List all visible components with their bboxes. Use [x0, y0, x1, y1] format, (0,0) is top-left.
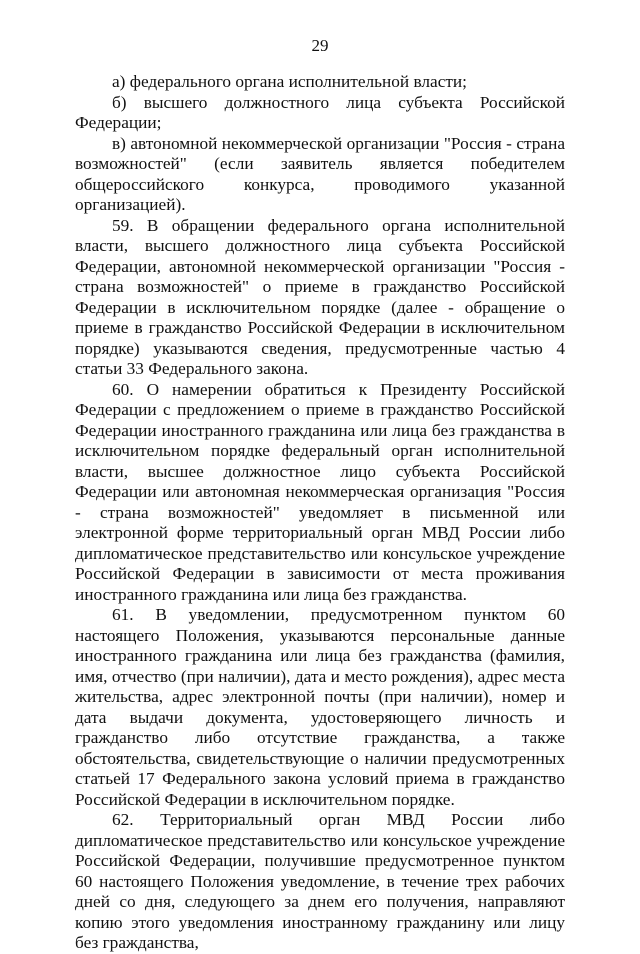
- paragraph-62: 62. Территориальный орган МВД России либо дипломатическое представительство или консульское учреждение Российской Федерации, получившие предусмотренное пунктом 60 настоящего Положения уведомление, в течение трех рабочих дней со дня, следующего за днем его получения, направляют копию этого уведомления иностранному гражданину или лицу без гражданства,: [75, 810, 565, 952]
- paragraph-item-b: б) высшего должностного лица субъекта Российской Федерации;: [75, 92, 565, 132]
- paragraph-59: 59. В обращении федерального органа исполнительной власти, высшего должностного лица субъекта Российской Федерации, автономной некоммерческой организации "Россия - страна возможностей" о приеме в гражданство Российской Федерации в исключительном порядке (далее - обращение о приеме в гражданство Российской Федерации в исключительном порядке) указываются сведения, предусмотренные частью 4 статьи 33 Федерального закона.: [75, 215, 565, 378]
- paragraph-60: 60. О намерении обратиться к Президенту Российской Федерации с предложением о приеме в гражданство Российской Федерации иностранного гражданина или лица без гражданства в исключительном порядке федеральный орган исполнительной власти, высшее должностное лицо субъекта Российской Федерации или автономная некоммерческая организация "Россия - страна возможностей" уведомляет в письменной или электронной форме территориальный орган МВД России либо дипломатическое представительство или консульское учреждение Российской Федерации в зависимости от места проживания иностранного гражданина или лица без гражданства.: [75, 379, 565, 604]
- paragraph-item-c: в) автономной некоммерческой организации "Россия - страна возможностей" (если заявитель является победителем общероссийского конкурса, проводимого указанной организацией).: [75, 133, 565, 214]
- paragraph-item-a: а) федерального органа исполнительной власти;: [112, 72, 467, 91]
- paragraph-61: 61. В уведомлении, предусмотренном пунктом 60 настоящего Положения, указываются персональные данные иностранного гражданина или лица без гражданства (фамилия, имя, отчество (при наличии), дата и место рождения), адрес места жительства, адрес электронной почты (при наличии), номер и дата выдачи документа, удостоверяющего личность и гражданство либо отсутствие гражданства, а также обстоятельства, свидетельствующие о наличии предусмотренных статьей 17 Федерального закона условий приема в гражданство Российской Федерации в исключительном порядке.: [75, 605, 565, 809]
- document-body: [75, 72, 565, 954]
- page-number: 29: [311, 36, 329, 55]
